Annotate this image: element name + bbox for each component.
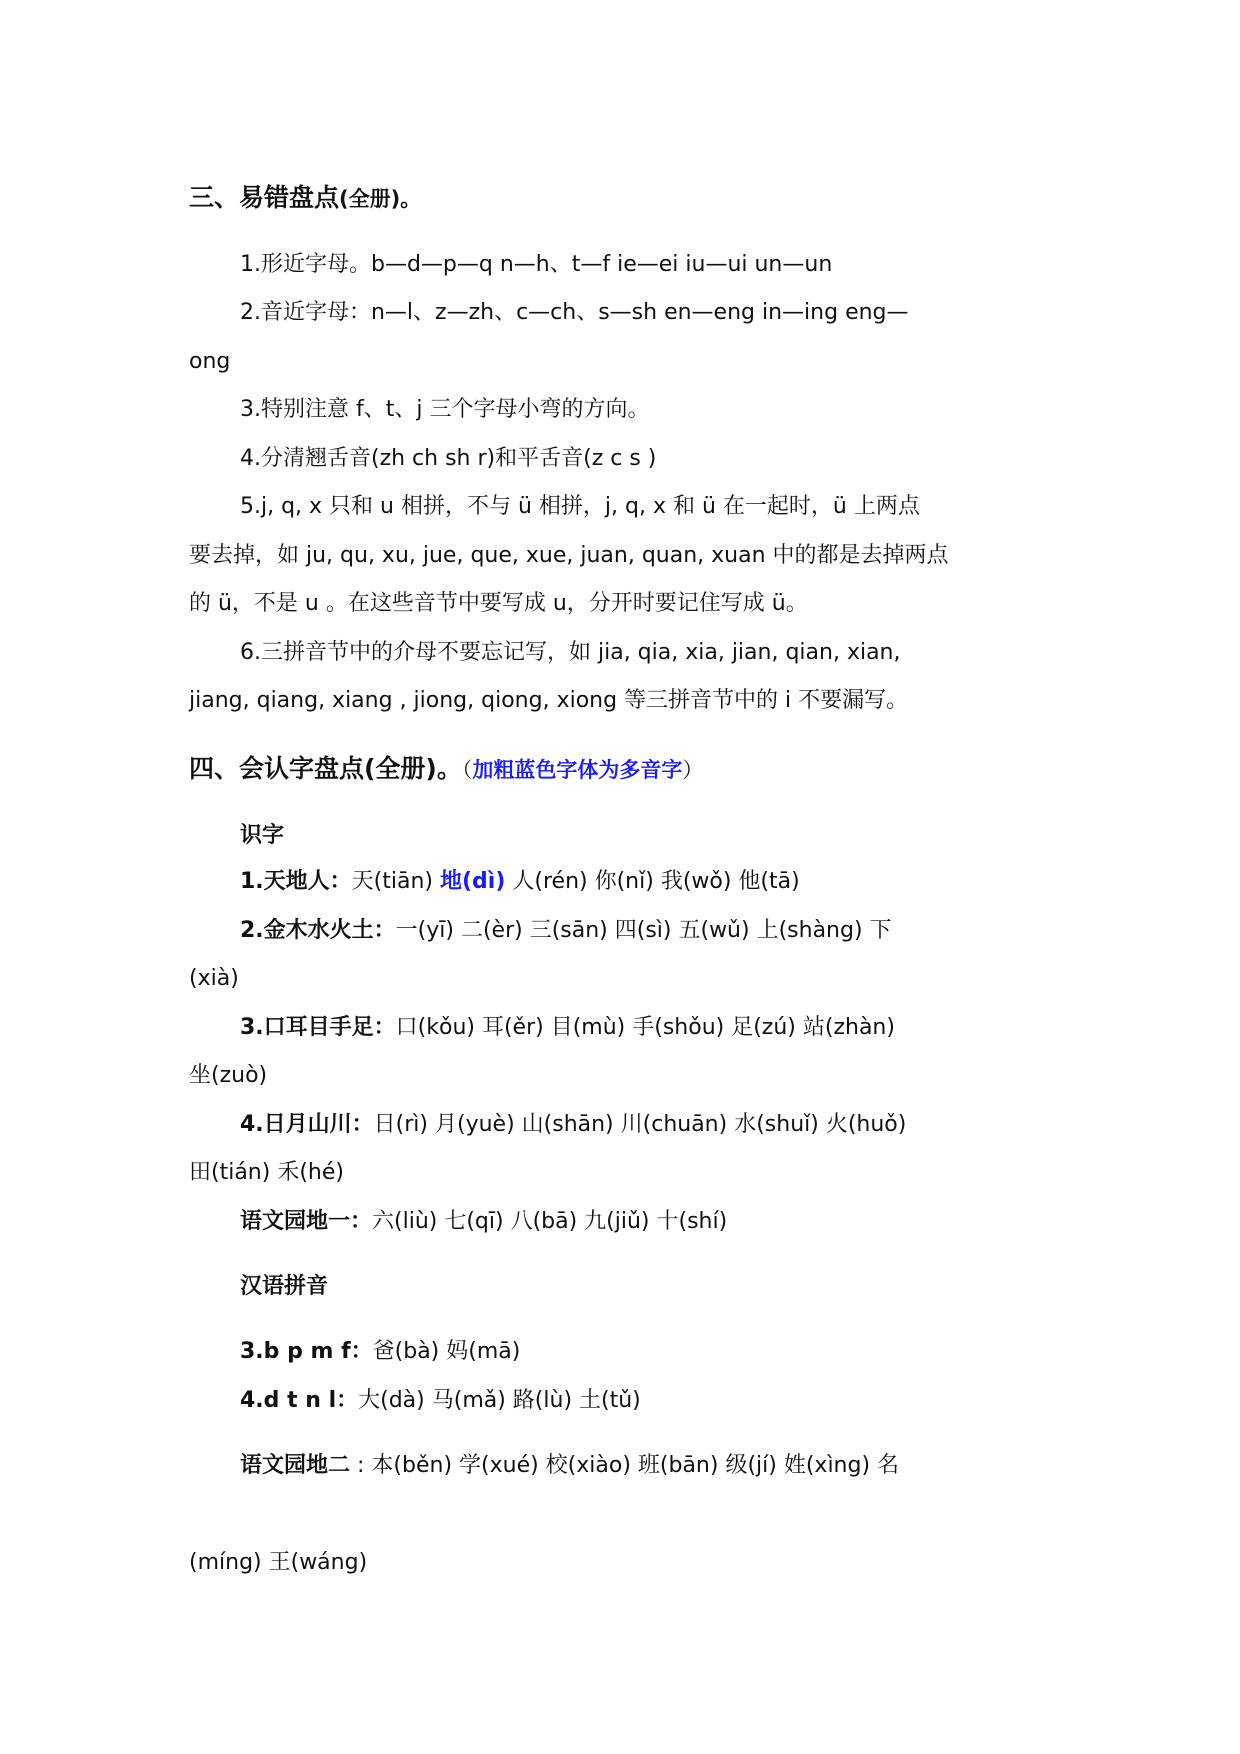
- lesson-line: [240, 1337, 520, 1367]
- lesson-label: 3.b p m f：: [240, 1339, 373, 1364]
- paragraph-line: jiang, qiang, xiang , jiong, qiong, xiong 等三拼音节中的 i 不要漏写。: [189, 688, 909, 713]
- polyphone-char: 地(dì): [440, 869, 506, 894]
- subheading-text: 汉语拼音: [240, 1274, 329, 1299]
- heading-text: 四、会认字盘点(全册)。: [189, 754, 462, 783]
- paragraph-line: 2.音近字母：n—l、z—zh、c—ch、s—sh en—eng in—ing eng—: [240, 300, 909, 325]
- lesson-line: [240, 1013, 895, 1043]
- lesson-label: 语文园地二: [240, 1453, 351, 1478]
- lesson-label: 4.d t n l：: [240, 1388, 359, 1413]
- subheading-shizi: [240, 821, 284, 851]
- paragraph-line: 4.分清翘舌音(zh ch sh r)和平舌音(z c s ): [240, 446, 657, 471]
- lesson-chars: 日(rì) 月(yuè) 山(shān) 川(chuān) 水(shuǐ) 火(huǒ): [373, 1112, 907, 1137]
- lesson-line: [240, 1451, 899, 1481]
- lesson-label: 语文园地一：: [240, 1209, 373, 1234]
- lesson-chars: 一(yī) 二(èr) 三(sān) 四(sì) 五(wǔ) 上(shàng) 下: [395, 918, 892, 943]
- subheading-pinyin: [240, 1272, 328, 1302]
- lesson-line-cont: 坐(zuò): [189, 1063, 268, 1088]
- lesson-chars: 口(kǒu) 耳(ěr) 目(mù) 手(shǒu) 足(zú) 站(zhàn): [395, 1015, 895, 1040]
- paragraph-line: 的 ü，不是 u 。在这些音节中要写成 u，分开时要记住写成 ü。: [189, 591, 808, 616]
- lesson-line: [240, 1110, 906, 1140]
- section-3-heading: [189, 183, 421, 214]
- lesson-line: [240, 916, 892, 946]
- lesson-chars: 人(rén) 你(nǐ) 我(wǒ) 他(tā): [505, 869, 800, 894]
- paragraph-line: ong: [189, 349, 231, 374]
- paragraph-line: 1.形近字母。b—d—p—q n—h、t—f ie—ei iu—ui un—un: [240, 252, 833, 277]
- heading-text: 三、易错盘点: [189, 183, 340, 212]
- lesson-line: [240, 1386, 641, 1416]
- lesson-chars: 爸(bà) 妈(mā): [372, 1339, 521, 1364]
- note-paren: ）: [682, 758, 704, 782]
- heading-suffix: (全册)。: [339, 187, 422, 211]
- lesson-chars: 大(dà) 马(mǎ) 路(lù) 土(tǔ): [358, 1388, 641, 1413]
- subheading-text: 识字: [240, 823, 285, 848]
- lesson-line: [240, 867, 800, 897]
- lesson-chars: 六(liù) 七(qī) 八(bā) 九(jiǔ) 十(shí): [372, 1209, 728, 1234]
- lesson-chars: : 本(běn) 学(xué) 校(xiào) 班(bān) 级(jí) 姓(xìng) 名: [350, 1453, 900, 1478]
- lesson-label: 1.天地人：: [240, 869, 352, 894]
- lesson-line: [240, 1207, 727, 1237]
- lesson-line-cont: (míng) 王(wáng): [189, 1550, 368, 1575]
- polyphone-note: 加粗蓝色字体为多音字: [472, 758, 683, 782]
- lesson-label: 4.日月山川：: [240, 1112, 374, 1137]
- lesson-chars: 天(tiān): [351, 869, 440, 894]
- lesson-label: 3.口耳目手足：: [240, 1015, 396, 1040]
- paragraph-line: 6.三拼音节中的介母不要忘记写，如 jia, qia, xia, jian, qian, xian,: [240, 640, 901, 665]
- lesson-label: 2.金木水火土：: [240, 918, 396, 943]
- paragraph-line: 3.特别注意 f、t、j 三个字母小弯的方向。: [240, 397, 650, 422]
- paragraph-line: 要去掉，如 ju, qu, xu, jue, que, xue, juan, quan, xuan 中的都是去掉两点: [189, 543, 949, 568]
- section-4-heading: [189, 754, 703, 785]
- paragraph-line: 5.j, q, x 只和 u 相拼，不与 ü 相拼，j, q, x 和 ü 在一起时，ü 上两点: [240, 494, 920, 519]
- lesson-line-cont: 田(tián) 禾(hé): [189, 1160, 344, 1185]
- lesson-line-cont: (xià): [189, 966, 239, 991]
- note-paren: （: [461, 758, 473, 782]
